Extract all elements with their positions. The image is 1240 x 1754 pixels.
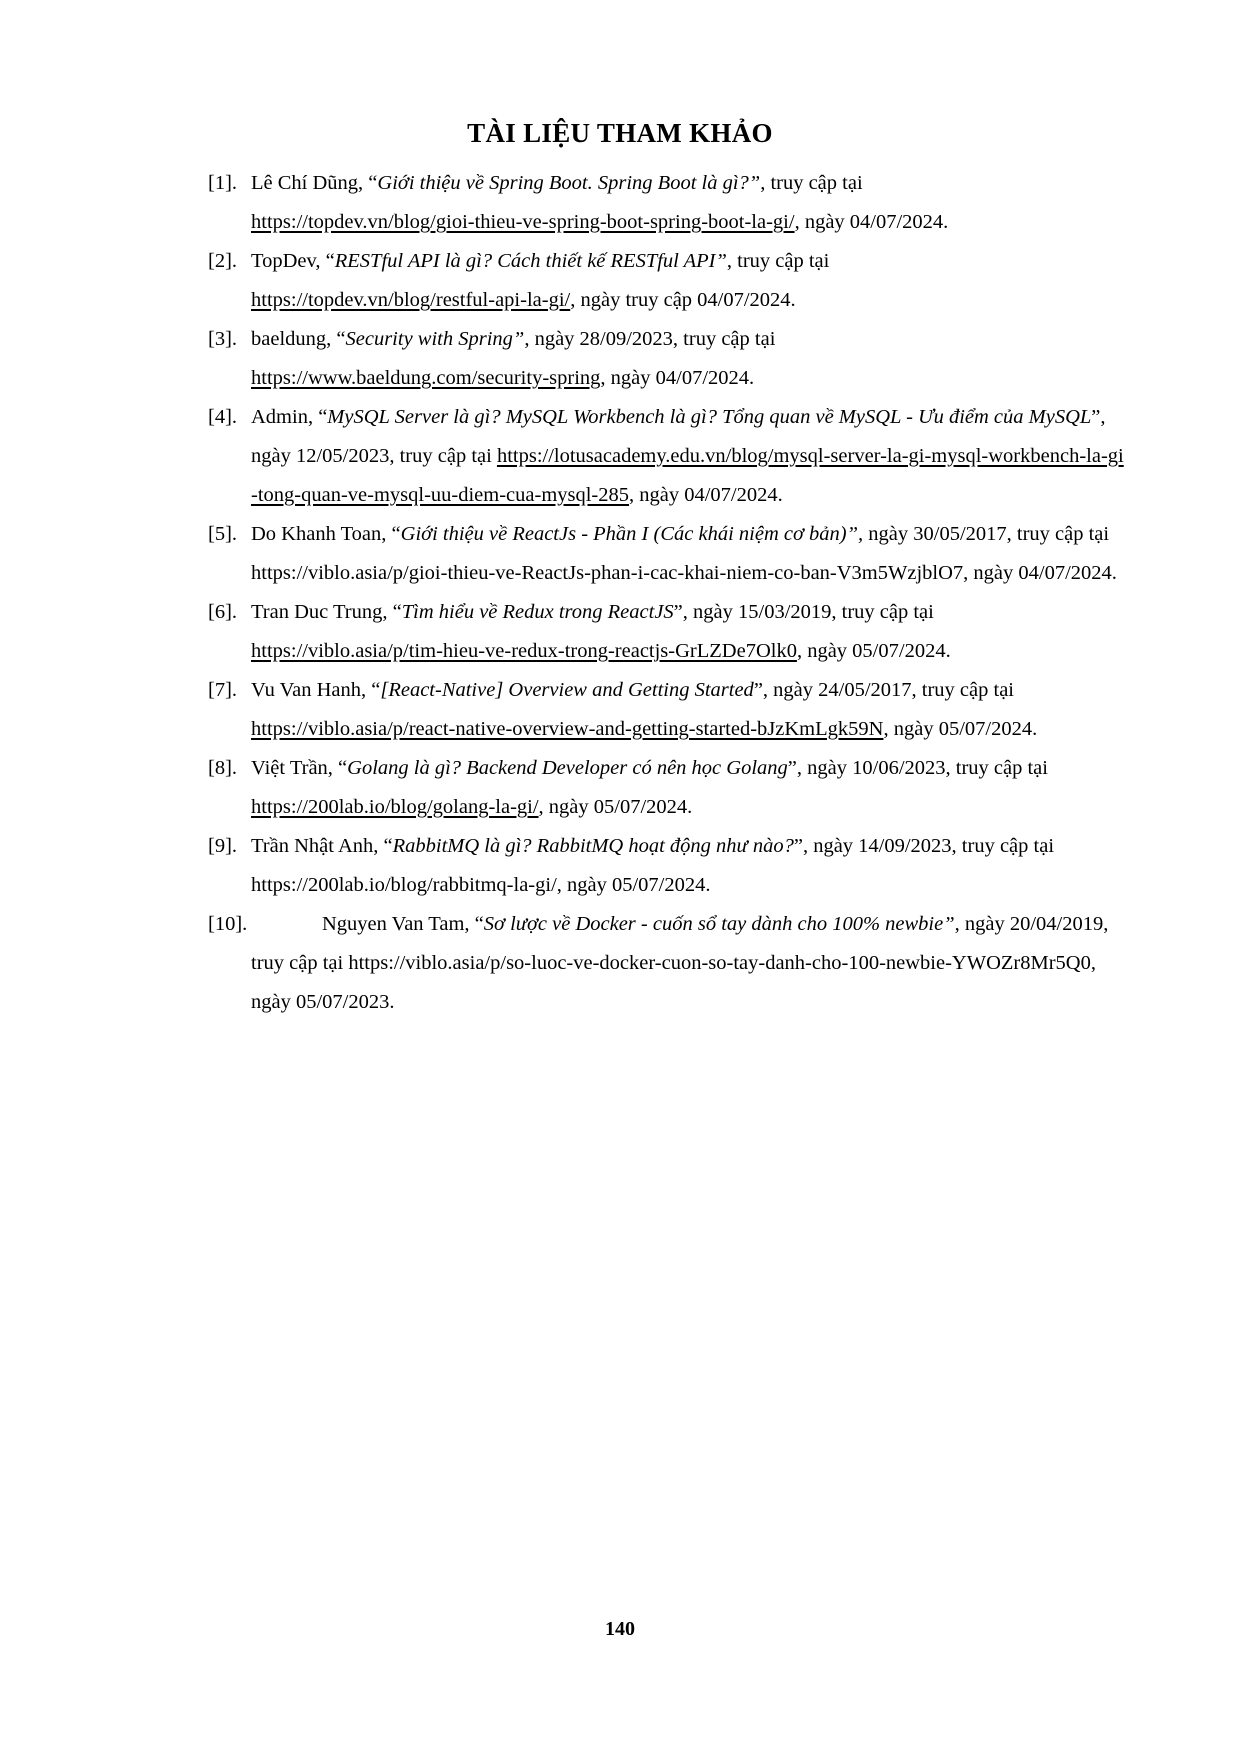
reference-link[interactable]: https://www.baeldung.com/security-spring [251, 367, 601, 389]
page-title: TÀI LIỆU THAM KHẢO [467, 118, 773, 148]
reference-number: [7]. [208, 679, 238, 701]
reference-tail: , ngày 04/07/2024. [629, 484, 783, 506]
reference-tail: , ngày 04/07/2024. [600, 367, 755, 389]
reference-tail: , ngày 05/07/2024. [538, 796, 693, 818]
reference-author: Trần Nhật Anh, “ [251, 835, 393, 857]
reference-number: [1]. [208, 172, 238, 194]
reference-title: Sơ lược về Docker - cuốn sổ tay dành cho 100% newbie” [483, 913, 955, 935]
reference-title: Giới thiệu về ReactJs - Phần I (Các khái niệm cơ bản)”, [400, 523, 864, 545]
reference-author: Nguyen Van Tam, “ [322, 913, 484, 935]
reference-tail: , ngày 05/07/2024. [883, 718, 1038, 740]
reference-item [208, 164, 1128, 242]
reference-link[interactable]: https://lotusacademy.edu.vn/blog/mysql-server-la-gi-mysql-workbench-la-gi-tong-quan-ve-mysql-uu-diem-cua-mysql-285 [251, 445, 1124, 506]
reference-title: Giới thiệu về Spring Boot. Spring Boot là gì?” [377, 172, 761, 194]
reference-text [251, 827, 1128, 905]
reference-item [208, 242, 1128, 320]
reference-number: [10]. [208, 913, 248, 935]
reference-item [208, 398, 1128, 515]
reference-text [251, 749, 1128, 827]
reference-mid: , ngày 28/09/2023, truy cập tại [524, 328, 776, 350]
reference-mid: , truy cập tại [726, 250, 830, 272]
reference-mid: ”, ngày 12/05/2023, truy cập tại [251, 406, 1106, 467]
reference-author: Việt Trần, “ [251, 757, 348, 779]
reference-number: [8]. [208, 757, 238, 779]
reference-tail: , ngày truy cập 04/07/2024. [570, 289, 796, 311]
reference-title: RESTful API là gì? Cách thiết kế RESTful API” [334, 250, 727, 272]
reference-text [251, 242, 1128, 320]
reference-author: Do Khanh Toan, “ [251, 523, 401, 545]
reference-mid: ”, ngày 10/06/2023, truy cập tại [787, 757, 1048, 779]
reference-link[interactable]: https://topdev.vn/blog/gioi-thieu-ve-spring-boot-spring-boot-la-gi/ [251, 211, 795, 233]
reference-mid: , ngày 20/04/2019, truy cập tại https://viblo.asia/p/so-luoc-ve-docker-cuon-so-tay-danh-cho-100-newbie-YWOZr8Mr5Q0, ngày 05/07/2023. [251, 913, 1109, 1013]
reference-text [251, 320, 1128, 398]
reference-author: Admin, “ [251, 406, 328, 428]
reference-item [208, 671, 1128, 749]
reference-text [251, 905, 1128, 1022]
reference-mid: ”, ngày 24/05/2017, truy cập tại [753, 679, 1014, 701]
reference-mid: ”, ngày 14/09/2023, truy cập tại https://200lab.io/blog/rabbitmq-la-gi/, ngày 05/07/2024. [251, 835, 1055, 896]
reference-item [208, 827, 1128, 905]
reference-item [208, 515, 1128, 593]
reference-link[interactable]: https://topdev.vn/blog/restful-api-la-gi/ [251, 289, 571, 311]
reference-author: Vu Van Hanh, “ [251, 679, 381, 701]
reference-title: MySQL Server là gì? MySQL Workbench là gì? Tổng quan về MySQL - Ưu điểm của MySQL [327, 406, 1092, 428]
reference-text [251, 671, 1128, 749]
reference-link[interactable]: https://viblo.asia/p/react-native-overview-and-getting-started-bJzKmLgk59N [251, 718, 884, 740]
reference-title: Security with Spring” [345, 328, 525, 350]
reference-item [208, 320, 1128, 398]
reference-number: [3]. [208, 328, 238, 350]
reference-tail: , ngày 05/07/2024. [796, 640, 951, 662]
reference-link[interactable]: https://viblo.asia/p/tim-hieu-ve-redux-trong-reactjs-GrLZDe7Olk0 [251, 640, 797, 662]
reference-item [208, 749, 1128, 827]
page-number: 140 [605, 1618, 635, 1640]
reference-item [208, 593, 1128, 671]
reference-number: [6]. [208, 601, 238, 623]
reference-title: Tìm hiểu về Redux trong ReactJS [401, 601, 674, 623]
reference-text [251, 164, 1128, 242]
reference-tail: , ngày 04/07/2024. [794, 211, 949, 233]
reference-mid: , truy cập tại [760, 172, 863, 194]
reference-text [251, 593, 1128, 671]
reference-text [251, 515, 1128, 593]
reference-item [208, 905, 1128, 1022]
reference-author: TopDev, “ [251, 250, 335, 272]
reference-number: [4]. [208, 406, 238, 428]
reference-mid: ngày 30/05/2017, truy cập tại https://viblo.asia/p/gioi-thieu-ve-ReactJs-phan-i-cac-khai-niem-co-ban-V3m5WzjblO7, ngày 04/07/2024. [251, 523, 1117, 584]
reference-link[interactable]: https://200lab.io/blog/golang-la-gi/ [251, 796, 539, 818]
reference-text [251, 398, 1128, 515]
reference-author: baeldung, “ [251, 328, 346, 350]
reference-number: [5]. [208, 523, 238, 545]
reference-number: [2]. [208, 250, 238, 272]
reference-author: Tran Duc Trung, “ [251, 601, 402, 623]
reference-mid: ”, ngày 15/03/2019, truy cập tại [673, 601, 934, 623]
reference-author: Lê Chí Dũng, “ [251, 172, 378, 194]
reference-title: [React-Native] Overview and Getting Started [380, 679, 754, 701]
reference-title: Golang là gì? Backend Developer có nên học Golang [347, 757, 788, 779]
reference-list [208, 164, 1128, 1022]
reference-number: [9]. [208, 835, 238, 857]
reference-title: RabbitMQ là gì? RabbitMQ hoạt động như nào? [392, 835, 794, 857]
